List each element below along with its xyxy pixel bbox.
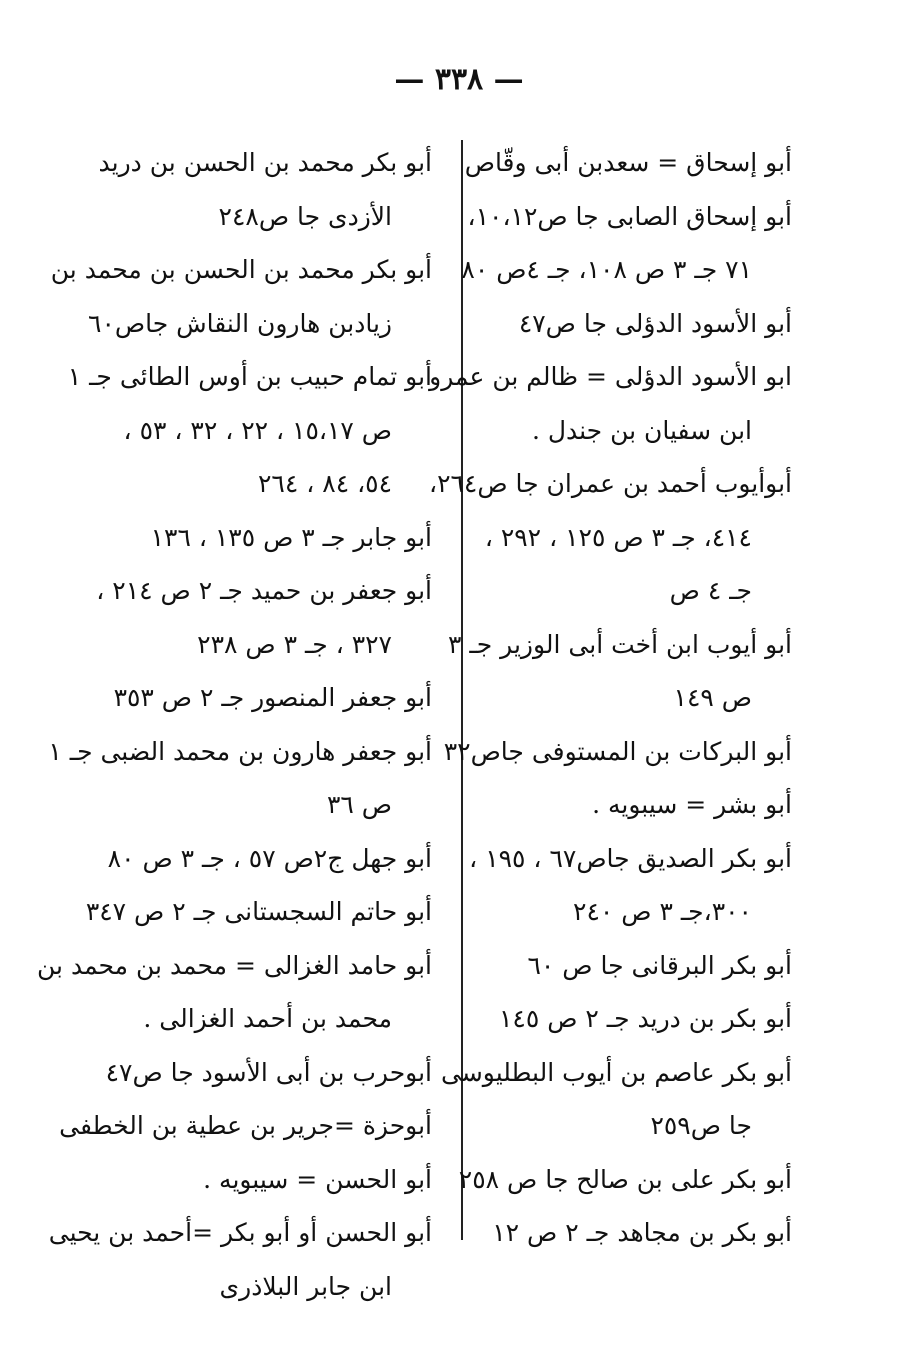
index-entry: أبوحزة =جرير بن عطية بن الخطفى — [59, 1111, 432, 1140]
index-column-left — [37, 136, 432, 1313]
index-entry: أبو جهل ج٢ص ٥٧ ، جـ ٣ ص ٨٠ — [107, 843, 432, 873]
index-entry: أبو بكر محمد بن الحسن بن محمد بن — [50, 255, 432, 284]
index-entry-continuation: الأزدى جا ص٢٤٨ — [218, 201, 392, 231]
index-entry-continuation: ص ١٤٩ — [673, 683, 752, 712]
index-entry: أبو بكر عاصم بن أيوب البطليوسى — [441, 1057, 792, 1087]
index-entry-continuation: جـ ٤ ص — [669, 576, 752, 605]
index-entry: أبو جابر جـ ٣ ص ١٣٥ ، ١٣٦ — [150, 522, 432, 552]
index-entry: أبو جعفر بن حميد جـ ٢ ص ٢١٤ ، — [96, 576, 432, 605]
index-entry: أبو بكر محمد بن الحسن بن دريد — [98, 148, 432, 177]
index-entry: أبو حاتم السجستانى جـ ٢ ص ٣٤٧ — [85, 897, 432, 926]
index-entry-continuation: محمد بن أحمد الغزالى . — [143, 1004, 392, 1033]
index-entry: أبو بكر البرقانى جا ص ٦٠ — [527, 950, 792, 980]
index-entry-continuation: ابن سفيان بن جندل . — [531, 415, 752, 445]
index-entry: أبو الحسن أو أبو بكر =أحمد بن يحيى — [48, 1218, 432, 1247]
index-entry: أبو الأسود الدؤلى جا ص٤٧ — [518, 308, 792, 338]
index-column-right — [428, 136, 792, 1260]
index-entry: أبو بكر بن مجاهد جـ ٢ ص ١٢ — [492, 1218, 792, 1247]
index-entry: أبو بكر على بن صالح جا ص ٢٥٨ — [458, 1164, 792, 1194]
index-entry: أبو حامد الغزالى = محمد بن محمد بن — [37, 950, 432, 980]
index-entry: أبو بكر بن دريد جـ ٢ ص ١٤٥ — [498, 1004, 792, 1033]
page-number: — ٣٣٨ — — [394, 62, 524, 97]
index-entry: أبو أيوب ابن أخت أبى الوزير جـ ٣ — [448, 629, 792, 659]
index-entry-continuation: ابن جابر البلاذرى — [219, 1271, 392, 1301]
index-entry-continuation: جا ص٢٥٩ — [650, 1111, 752, 1140]
index-entry-continuation: ص ١٥،١٧ ، ٢٢ ، ٣٢ ، ٥٣ ، — [123, 415, 392, 445]
index-entry-continuation: ٣٢٧ ، جـ ٣ ص ٢٣٨ — [197, 629, 392, 659]
index-entry-continuation: ٤١٤، جـ ٣ ص ١٢٥ ، ٢٩٢ ، — [484, 522, 752, 552]
index-entry: أبو بكر الصديق جاص٦٧ ، ١٩٥ ، — [469, 843, 792, 873]
index-entry: أبو إسحاق الصابى جا ص١٠،١٢، — [467, 201, 792, 231]
index-entry-continuation: ٣٠٠،جـ ٣ ص ٢٤٠ — [573, 897, 752, 926]
index-entry-continuation: ص ٣٦ — [326, 790, 392, 819]
index-entry: أبوأيوب أحمد بن عمران جا ص٢٦٤، — [428, 469, 792, 498]
index-entry-continuation: ٥٤، ٨٤ ، ٢٦٤ — [258, 469, 392, 498]
index-entry-continuation: زيادبن هارون النقاش جاص٦٠ — [88, 308, 392, 338]
index-entry: أبو إسحاق = سعدبن أبى وقّاص — [464, 148, 792, 177]
index-entry: أبو الحسن = سيبويه . — [203, 1164, 432, 1194]
index-entry: أبو تمام حبيب بن أوس الطائى جـ ١ — [67, 362, 432, 391]
index-entry: أبو جعفر المنصور جـ ٢ ص ٣٥٣ — [113, 683, 432, 712]
index-entry: أبو بشر = سيبويه . — [592, 790, 792, 819]
index-entry: أبو البركات بن المستوفى جاص٣٢ — [443, 736, 792, 766]
index-entry-continuation: ٧١ جـ ٣ ص ١٠٨، جـ ٤ص ٨٠ — [461, 255, 752, 284]
index-entry: أبوحرب بن أبى الأسود جا ص٤٧ — [105, 1057, 432, 1087]
index-entry: ابو الأسود الدؤلى = ظالم بن عمرو — [429, 362, 792, 391]
index-entry: أبو جعفر هارون بن محمد الضبى جـ ١ — [48, 736, 432, 766]
